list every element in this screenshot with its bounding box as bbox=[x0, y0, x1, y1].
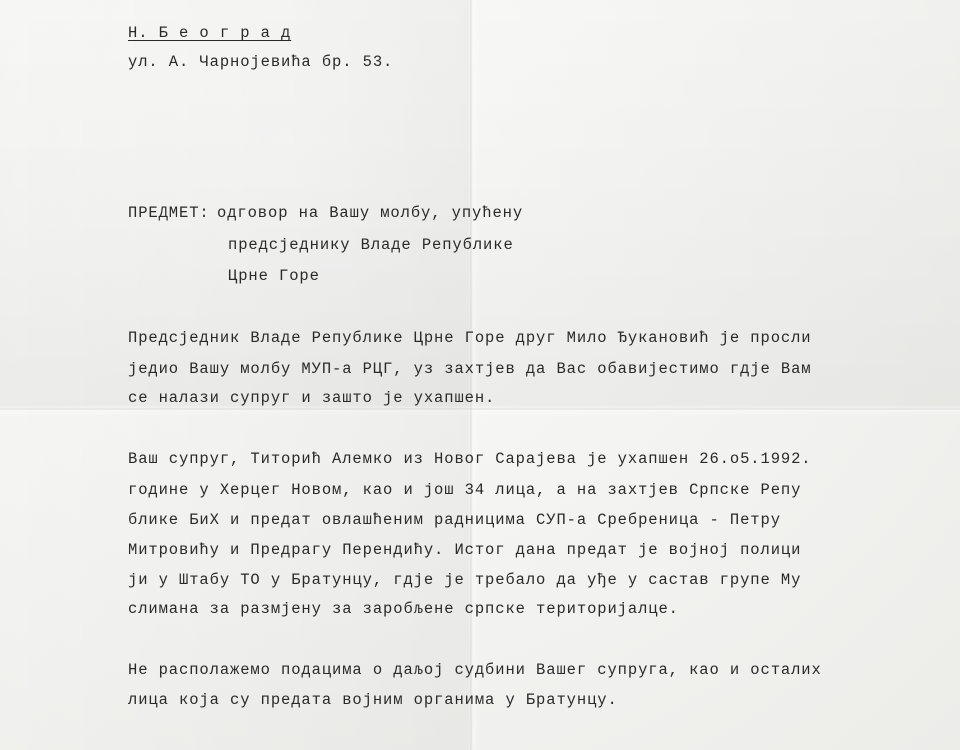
header-address: ул. А. Чарнојевића бр. 53. bbox=[128, 53, 394, 71]
subject-line-2: предсједнику Владе Републике bbox=[228, 236, 514, 254]
header-city: Н. Б е о г р а д bbox=[128, 24, 292, 42]
paragraph-1-line-2: једио Вашу молбу МУП-а РЦГ, уз захтјев да Вас обавијестимо гдје Вам bbox=[128, 360, 812, 378]
paragraph-2-line-2: године у Херцег Новом, као и још 34 лица, а на захтјев Српске Репу bbox=[128, 481, 802, 499]
paragraph-1-line-3: се налази супруг и зашто је ухапшен. bbox=[128, 389, 496, 407]
paragraph-2-line-1: Ваш супруг, Титорић Алемко из Новог Сарајева је ухапшен 26.о5.1992. bbox=[128, 450, 812, 468]
paragraph-2-line-3: блике БиХ и предат овлашћеним радницима СУП-а Сребреница - Петру bbox=[128, 511, 781, 529]
paper-fold-horizontal bbox=[0, 408, 960, 410]
subject-line-1: одговор на Вашу молбу, упућену bbox=[217, 204, 524, 222]
paragraph-2-line-4: Митровићу и Предрагу Перендићу. Истог дана предат је војној полици bbox=[128, 541, 802, 559]
paragraph-3-line-2: лица која су предата војним органима у Братунцу. bbox=[128, 691, 618, 709]
paragraph-3-line-1: Не располажемо подацима о даљој судбини Вашег супруга, као и осталих bbox=[128, 661, 822, 679]
paragraph-1-line-1: Предсједник Владе Републике Црне Горе друг Мило Ђукановић је просли bbox=[128, 329, 812, 347]
paragraph-2-line-5: ји у Штабу ТО у Братунцу, гдје је требало да уђе у састав групе Му bbox=[128, 571, 802, 589]
paragraph-2-line-6: слимана за размјену за заробљене српске територијалце. bbox=[128, 600, 679, 618]
subject-line-3: Црне Горе bbox=[228, 267, 320, 285]
subject-label: ПРЕДМЕТ: bbox=[128, 204, 210, 222]
